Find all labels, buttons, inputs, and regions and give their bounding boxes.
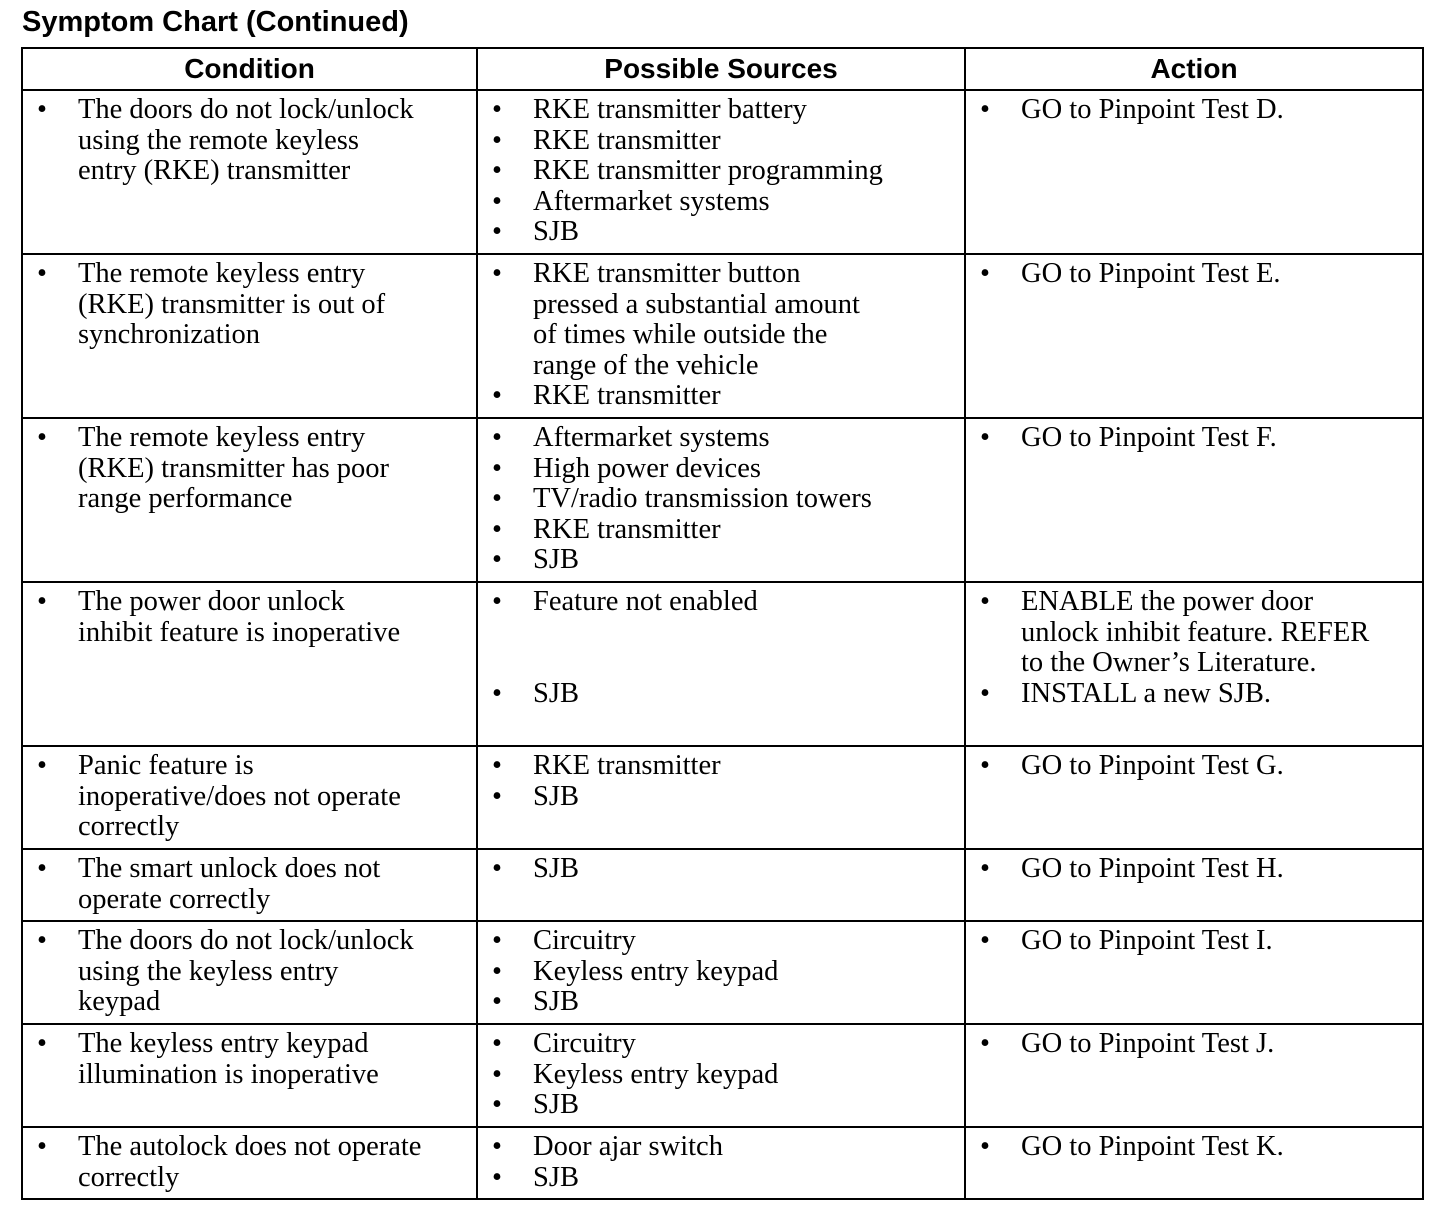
symptom-chart-table [21, 47, 1424, 1200]
list-item: • ENABLE the power door unlock inhibit feature. REFER to the Owner’s Literature. [980, 586, 1370, 679]
table-row [22, 582, 1423, 746]
list-item: • INSTALL a new SJB. [980, 677, 1271, 709]
bullet-icon: • [492, 1028, 502, 1059]
condition-cell [22, 90, 477, 254]
list-item: • Aftermarket systems [492, 422, 770, 453]
bullet-icon: • [980, 925, 990, 956]
bullet-icon: • [37, 586, 47, 617]
bullet-icon: • [492, 94, 502, 125]
bullet-icon: • [980, 677, 990, 709]
bullet-icon: • [492, 544, 502, 576]
list-item: • GO to Pinpoint Test D. [980, 94, 1284, 125]
list-item: • TV/radio transmission towers [492, 483, 872, 515]
bullet-icon: • [492, 1161, 502, 1193]
bullet-icon: • [37, 422, 47, 453]
list-item: • RKE transmitter [492, 513, 721, 545]
bullet-icon: • [492, 780, 502, 812]
list-item: • The remote keyless entry (RKE) transmitter has poor range performance [37, 422, 390, 515]
list-item: • SJB [492, 986, 579, 1018]
action-cell [965, 1024, 1423, 1127]
list-item: • Door ajar switch [492, 1131, 723, 1162]
table-row [22, 254, 1423, 418]
condition-header: Condition [22, 48, 477, 90]
bullet-icon: • [492, 677, 502, 709]
list-item: • RKE transmitter battery [492, 94, 807, 125]
list-item: • RKE transmitter [492, 380, 721, 412]
bullet-icon: • [980, 1131, 990, 1162]
bullet-icon: • [492, 155, 502, 187]
list-item: • GO to Pinpoint Test J. [980, 1028, 1275, 1059]
list-item: • RKE transmitter [492, 750, 721, 781]
list-item: • High power devices [492, 452, 761, 484]
bullet-icon: • [492, 513, 502, 545]
list-item: • GO to Pinpoint Test F. [980, 422, 1277, 453]
list-item: • RKE transmitter [492, 124, 721, 156]
sources-cell [477, 746, 965, 849]
bullet-icon: • [492, 216, 502, 248]
list-item: • Circuitry [492, 1028, 636, 1059]
bullet-icon: • [492, 258, 502, 289]
list-item: • RKE transmitter button pressed a substantial amount of times while outside the range of the vehicle [492, 258, 860, 381]
condition-cell [22, 746, 477, 849]
bullet-icon: • [492, 986, 502, 1018]
list-item: • Circuitry [492, 925, 636, 956]
bullet-icon: • [37, 94, 47, 125]
bullet-icon: • [37, 1028, 47, 1059]
action-cell [965, 418, 1423, 582]
bullet-icon: • [492, 124, 502, 156]
list-item: • The autolock does not operate correctly [37, 1131, 422, 1193]
condition-cell [22, 849, 477, 921]
bullet-icon: • [980, 1028, 990, 1059]
bullet-icon: • [492, 853, 502, 884]
condition-cell [22, 582, 477, 746]
condition-cell [22, 1024, 477, 1127]
list-item: • SJB [492, 677, 579, 709]
sources-cell [477, 849, 965, 921]
action-cell [965, 254, 1423, 418]
bullet-icon: • [492, 1131, 502, 1162]
table-row [22, 849, 1423, 921]
bullet-icon: • [37, 925, 47, 956]
list-item: • Keyless entry keypad [492, 955, 779, 987]
bullet-icon: • [492, 185, 502, 217]
bullet-icon: • [37, 853, 47, 884]
bullet-icon: • [980, 853, 990, 884]
possible-sources-header: Possible Sources [477, 48, 965, 90]
list-item: • The power door unlock inhibit feature is inoperative [37, 586, 401, 648]
action-cell [965, 90, 1423, 254]
list-item: • RKE transmitter programming [492, 155, 883, 187]
list-item: • The remote keyless entry (RKE) transmitter is out of synchronization [37, 258, 386, 351]
list-item: • SJB [492, 853, 579, 884]
chart-title: Symptom Chart (Continued) [22, 6, 409, 38]
list-item: • The keyless entry keypad illumination is inoperative [37, 1028, 379, 1090]
sources-cell [477, 921, 965, 1024]
bullet-icon: • [37, 1131, 47, 1162]
list-item: • GO to Pinpoint Test I. [980, 925, 1273, 956]
bullet-icon: • [492, 955, 502, 987]
header-row [22, 48, 1423, 90]
list-item: • Feature not enabled [492, 586, 758, 617]
condition-cell [22, 254, 477, 418]
list-item: • Panic feature is inoperative/does not operate correctly [37, 750, 401, 843]
sources-cell [477, 90, 965, 254]
bullet-icon: • [492, 586, 502, 617]
action-cell [965, 921, 1423, 1024]
bullet-icon: • [492, 925, 502, 956]
list-item: • The smart unlock does not operate correctly [37, 853, 381, 915]
bullet-icon: • [980, 258, 990, 289]
table-row [22, 418, 1423, 582]
action-cell [965, 1127, 1423, 1199]
bullet-icon: • [492, 750, 502, 781]
list-item: • Keyless entry keypad [492, 1058, 779, 1090]
list-item: • GO to Pinpoint Test H. [980, 853, 1284, 884]
bullet-icon: • [980, 94, 990, 125]
table-row [22, 90, 1423, 254]
table-row [22, 1127, 1423, 1199]
list-item: • SJB [492, 780, 579, 812]
bullet-icon: • [980, 422, 990, 453]
list-item: • SJB [492, 544, 579, 576]
action-cell [965, 582, 1423, 746]
bullet-icon: • [492, 380, 502, 412]
list-item: • Aftermarket systems [492, 185, 770, 217]
action-cell [965, 849, 1423, 921]
bullet-icon: • [492, 1058, 502, 1090]
bullet-icon: • [37, 750, 47, 781]
list-item: • SJB [492, 1089, 579, 1121]
table-row [22, 921, 1423, 1024]
condition-cell [22, 921, 477, 1024]
bullet-icon: • [492, 452, 502, 484]
condition-cell [22, 418, 477, 582]
condition-cell [22, 1127, 477, 1199]
table-row [22, 1024, 1423, 1127]
sources-cell [477, 582, 965, 746]
bullet-icon: • [492, 483, 502, 515]
bullet-icon: • [492, 422, 502, 453]
action-header: Action [965, 48, 1423, 90]
bullet-icon: • [980, 586, 990, 617]
list-item: • SJB [492, 1161, 579, 1193]
bullet-icon: • [492, 1089, 502, 1121]
list-item: • GO to Pinpoint Test E. [980, 258, 1281, 289]
list-item: • The doors do not lock/unlock using the keyless entry keypad [37, 925, 414, 1018]
list-item: • SJB [492, 216, 579, 248]
table-row [22, 746, 1423, 849]
sources-cell [477, 254, 965, 418]
bullet-icon: • [980, 750, 990, 781]
list-item: • GO to Pinpoint Test G. [980, 750, 1284, 781]
sources-cell [477, 1024, 965, 1127]
list-item: • The doors do not lock/unlock using the remote keyless entry (RKE) transmitter [37, 94, 414, 187]
list-item: • GO to Pinpoint Test K. [980, 1131, 1284, 1162]
bullet-icon: • [37, 258, 47, 289]
sources-cell [477, 418, 965, 582]
action-cell [965, 746, 1423, 849]
sources-cell [477, 1127, 965, 1199]
